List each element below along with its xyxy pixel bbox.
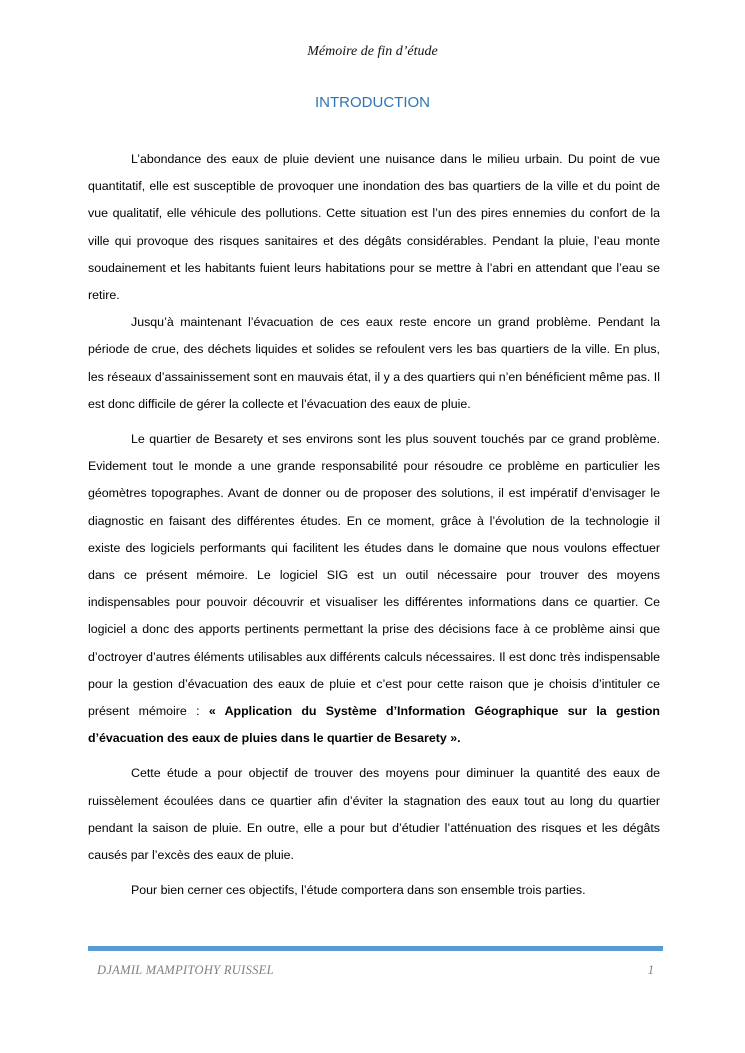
page-number: 1 (647, 963, 654, 977)
running-header-title: Mémoire de fin d’étude (307, 44, 438, 59)
paragraph-1: L’abondance des eaux de pluie devient une nuisance dans le milieu urbain. Du point de vue quantitatif, elle est susceptible de provoquer une inondation des bas quartiers de la ville et du point de vue qualitatif, elle véhicule des pollutions. Cette situation est l’un des pires ennemies du confort de la ville qui provoque des risques sanitaires et des dégâts considérables. Pendant la pluie, l’eau monte soudainement et les habitants fuient leurs habitations pour se mettre à l’abri en attendant que l’eau se retire. (88, 152, 660, 303)
paragraph-3-text: Le quartier de Besarety et ses environs sont les plus souvent touchés par ce grand problème. Evidement tout le monde a une grande responsabilité pour résoudre ce problème en particulier les géomètres topographes. Avant de donner ou de proposer des solutions, il est impératif d’envisager le diagnostic en faisant des différentes études. En ce moment, grâce à l’évolution de la technologie il existe des logiciels performants qui facilitent les études dans le domaine que nous voulons effectuer dans ce présent mémoire. Le logiciel SIG est un outil nécessaire pour trouver des moyens indispensables pour pouvoir découvrir et visualiser les différentes informations dans ce quartier. Ce logiciel a donc des apports pertinents permettant la prise des décisions face à ce problème ainsi que d’octroyer d’autres éléments utilisables aux différents calculs nécessaires. Il est donc très indispensable pour la gestion d’évacuation des eaux de pluie et c’est pour cette raison que je choisis d’intituler ce présent mémoire : (88, 432, 660, 719)
footer-author: DJAMIL MAMPITOHY RUISSEL (97, 963, 274, 977)
paragraph-3 (88, 426, 660, 752)
memoir-title-bold: « Application du Système d’Information Géographique sur la gestion d’évacuation des eaux de pluies dans le quartier de Besarety ». (88, 704, 660, 746)
section-heading: INTRODUCTION (315, 94, 430, 111)
paragraph-4: Cette étude a pour objectif de trouver des moyens pour diminuer la quantité des eaux de ruissèlement écoulées dans ce quartier afin d’éviter la stagnation des eaux tout au long du quartier pendant la saison de pluie. En outre, elle a pour but d’étudier l’atténuation des risques et les dégâts causés par l’excès des eaux de pluie. (88, 766, 660, 863)
footer-divider (88, 946, 663, 951)
document-body (88, 146, 660, 904)
paragraph-5: Pour bien cerner ces objectifs, l’étude comportera dans son ensemble trois parties. (131, 883, 586, 898)
paragraph-2: Jusqu’à maintenant l’évacuation de ces eaux reste encore un grand problème. Pendant la période de crue, des déchets liquides et solides se refoulent vers les bas quartiers de la ville. En plus, les réseaux d’assainissement sont en mauvais état, il y a des quartiers qui n’en bénéficient même pas. Il est donc difficile de gérer la collecte et l’évacuation des eaux de pluie. (88, 315, 660, 411)
